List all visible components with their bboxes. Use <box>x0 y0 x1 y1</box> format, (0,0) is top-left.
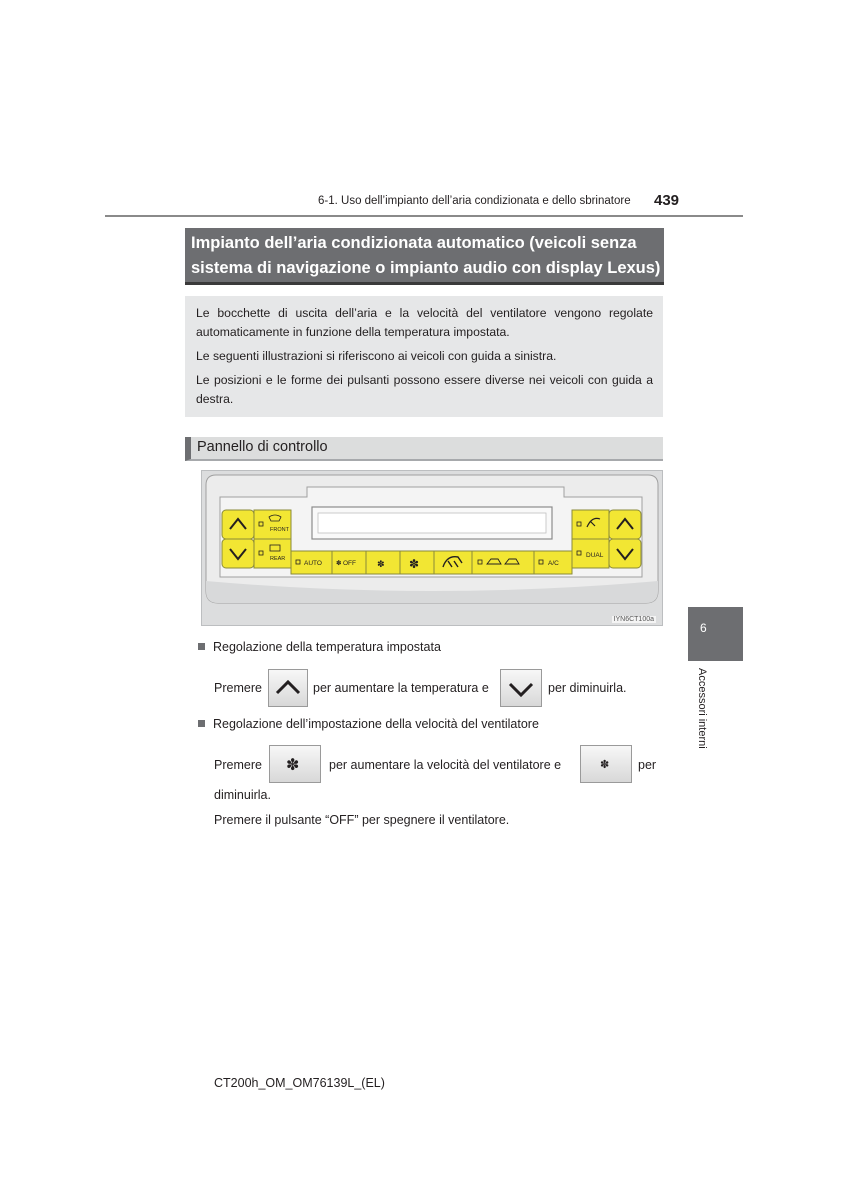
svg-text:✽: ✽ <box>377 560 385 570</box>
temperature-heading <box>198 640 441 654</box>
temperature-down-button-image <box>500 669 542 707</box>
control-panel-illustration <box>201 470 663 626</box>
title-line-2: sistema di navigazione o impianto audio con display Lexus) <box>191 258 661 277</box>
temperature-text-after: per diminuirla. <box>548 681 627 695</box>
fan-large-icon <box>270 746 320 782</box>
off-label: OFF <box>343 560 356 567</box>
fan-heading-text: Regolazione dell’impostazione della velocità del ventilatore <box>213 717 539 731</box>
svg-text:✽: ✽ <box>409 557 420 571</box>
fan-off-note: Premere il pulsante “OFF” per spegnere il ventilatore. <box>214 813 510 827</box>
subsection-heading: Pannello di controllo <box>185 437 663 461</box>
fan-down-button-image <box>580 745 632 783</box>
fan-text-after: per <box>638 758 657 772</box>
intro-paragraph-3: Le posizioni e le forme dei pulsanti possono essere diverse nei veicoli con guida a destra. <box>196 373 653 406</box>
svg-text:✽: ✽ <box>336 560 342 567</box>
temperature-up-button-image <box>268 669 308 707</box>
running-header: 6-1. Uso dell’impianto dell’aria condizionata e dello sbrinatore <box>318 195 631 207</box>
chapter-tab <box>688 607 743 661</box>
fan-text-wrap: diminuirla. <box>214 788 271 802</box>
svg-text:✽: ✽ <box>600 758 610 771</box>
fan-up-button-image <box>269 745 321 783</box>
fan-text-before: Premere <box>214 758 262 772</box>
ac-label: A/C <box>548 560 559 567</box>
front-label: FRONT <box>270 527 289 533</box>
chapter-label: Accessori interni <box>696 668 708 749</box>
intro-paragraph-1: Le bocchette di uscita dell’aria e la velocità del ventilatore vengono regolate automaticamente in funzione della temperatura impostata. <box>196 306 653 339</box>
footer-code: CT200h_OM_OM76139L_(EL) <box>214 1076 385 1090</box>
chapter-number: 6 <box>700 621 707 635</box>
dual-label: DUAL <box>586 552 604 559</box>
temperature-heading-text: Regolazione della temperatura impostata <box>213 640 441 654</box>
rear-label: REAR <box>270 556 286 562</box>
chevron-down-icon <box>501 670 541 706</box>
title-line-1: Impianto dell’aria condizionata automatico (veicoli senza <box>191 234 637 252</box>
figure-code: IYN6CT100a <box>613 616 654 623</box>
auto-label: AUTO <box>304 560 322 567</box>
intro-box <box>185 296 663 417</box>
section-title-box <box>185 228 664 285</box>
header-rule <box>105 215 743 217</box>
bullet-square-icon <box>198 643 205 650</box>
control-panel-drawing <box>202 471 662 625</box>
chevron-up-icon <box>269 670 307 706</box>
intro-paragraph-2: Le seguenti illustrazioni si riferiscono ai veicoli con guida a sinistra. <box>196 349 557 363</box>
fan-text-middle: per aumentare la velocità del ventilatore e <box>329 758 562 772</box>
fan-small-icon <box>581 746 631 782</box>
temperature-text-middle: per aumentare la temperatura e <box>313 681 489 695</box>
temperature-text-before: Premere <box>214 681 262 695</box>
svg-text:✽: ✽ <box>286 755 300 774</box>
bullet-square-icon <box>198 720 205 727</box>
fan-heading <box>198 717 539 731</box>
page-number: 439 <box>654 192 680 209</box>
